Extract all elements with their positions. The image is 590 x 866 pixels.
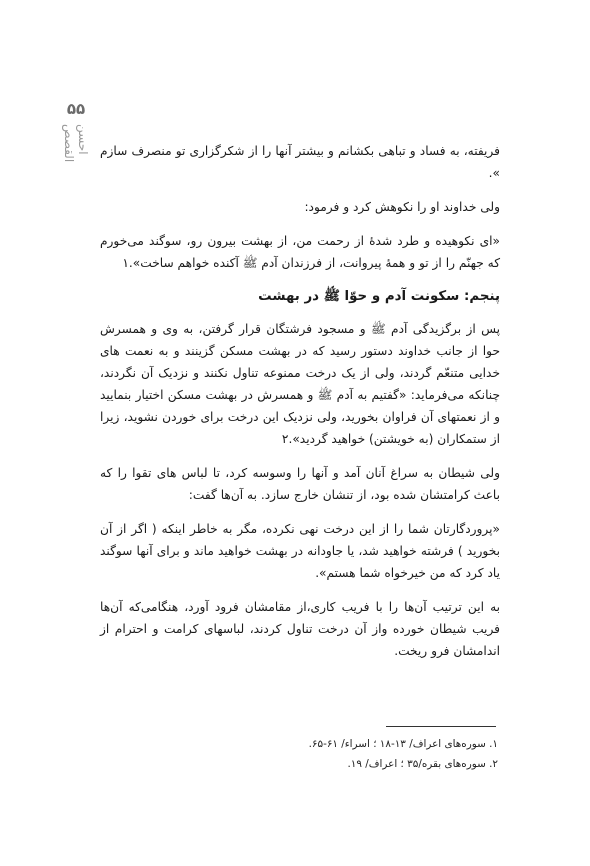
running-head: احسن القصص bbox=[62, 124, 90, 163]
quote-paragraph: «پروردگارتان شما را از این درخت نهی نکرده، مگر به خاطر اینکه ( اگر از آن بخورید ) فرشته خواهید شد، یا جاودانه در بهشت خواهید ماند و برای آنها سوگند یاد کرد که من خیرخواه شما هستم». bbox=[100, 522, 500, 580]
page-number: ۵۵ bbox=[66, 100, 86, 118]
footnote: ۱. سوره‌های اعراف/ ۱۳-۱۸ ؛ اسراء/ ۶۱-۶۵. bbox=[308, 738, 498, 750]
paragraph: به این ترتیب آن‌ها را با فریب کاری،از مقامشان فرود آورد، هنگامی‌که آن‌ها فریب شیطان خورده واز آن درخت تناول کردند، لباسهای کرامت و احترام از اندامشان فرو ریخت. bbox=[100, 600, 500, 658]
footnote-divider bbox=[386, 726, 496, 727]
footnotes bbox=[100, 734, 498, 774]
footnote: ۲. سوره‌های بقره/۳۵ ؛ اعراف/ ۱۹. bbox=[347, 758, 498, 770]
paragraph: فریفته، به فساد و تباهی بکشانم و بیشتر آنها را از شکرگزاری تو منصرف سازم ». bbox=[100, 144, 500, 180]
quote-paragraph: «ای نکوهیده و طرد شدهٔ از رحمت من، از بهشت بیرون رو، سوگند می‌خورم که جهنّم را از تو و همهٔ پیروانت، از فرزندان آدم ﷺ آکنده خواهم ساخت».۱ bbox=[100, 234, 500, 270]
paragraph: ولی خداوند او را نکوهش کرد و فرمود: bbox=[304, 200, 500, 214]
paragraph: پس از برگزیدگی آدم ﷺ و مسجود فرشتگان قرار گرفتن، به وی و همسرش حوا از جانب خداوند دستور رسید که در بهشت مسکن گزینند و به نعمت های خدایی متنعّم گردند، ولی از یک درخت ممنوعه تناول نکنند و نزدیک آن نگردند، چنانکه می‌فرماید: «گفتیم به آدم ﷺ و همسرش در بهشت مسکن اختیار بنمایید و از نعمتهای آن فراوان بخورید، ولی نزدیک این درخت برای خوردن نشوید، زیرا از ستمکاران (به خویشتن) خواهید گردید».۲ bbox=[100, 322, 500, 446]
page-body bbox=[100, 140, 500, 674]
paragraph: ولی شیطان به سراغ آنان آمد و آنها را وسوسه کرد، تا لباس های تقوا را که باعث کرامتشان شده بود، از تنشان خارج سازد. به آن‌ها گفت: bbox=[100, 466, 500, 502]
section-heading: پنجم: سکونت آدم و حوّا ﷺ در بهشت bbox=[258, 289, 500, 304]
